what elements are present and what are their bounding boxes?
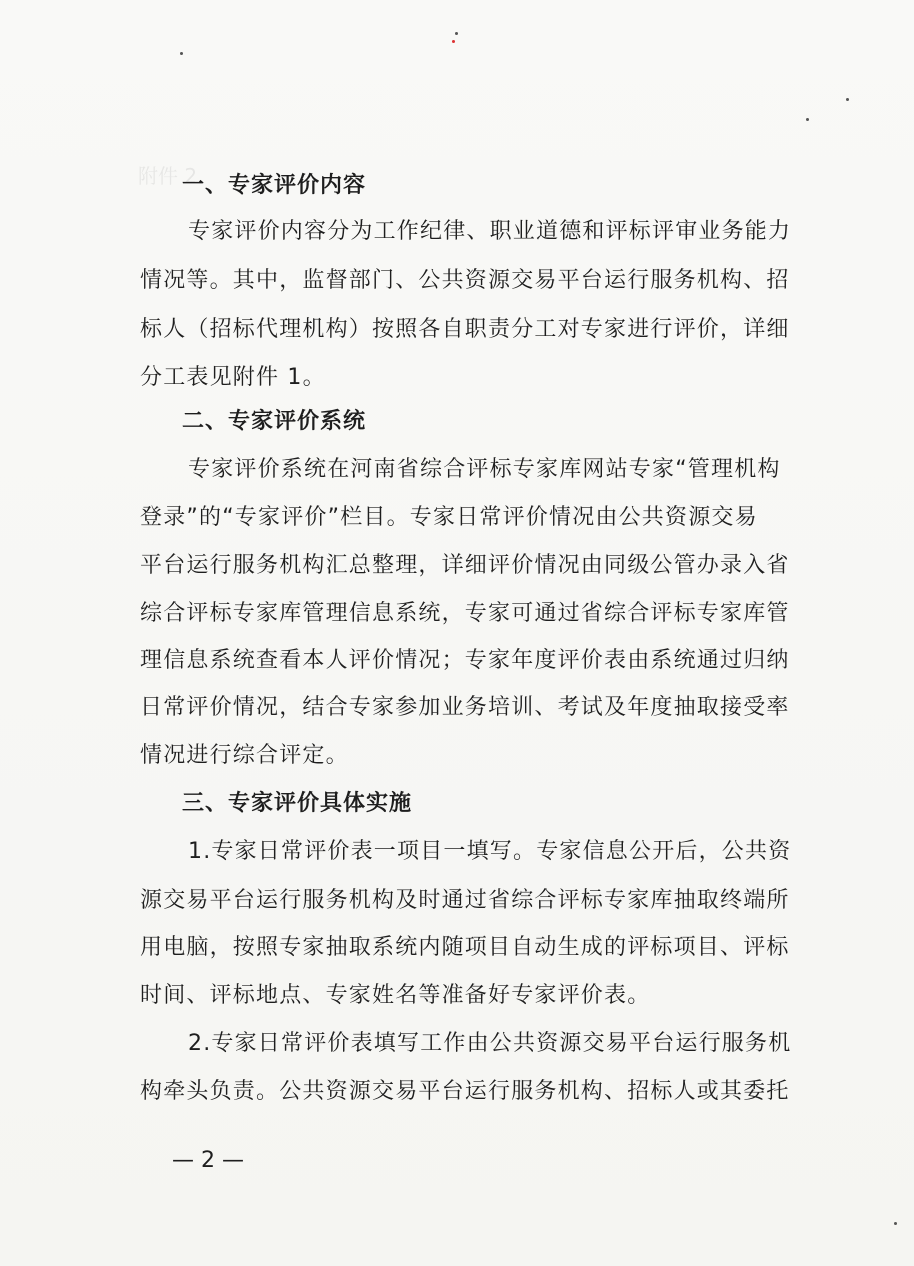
paragraph-line: 时间、评标地点、专家姓名等准备好专家评价表。 xyxy=(140,983,651,1008)
paragraph-line: 1.专家日常评价表一项目一填写。专家信息公开后，公共资 xyxy=(188,839,792,864)
section-heading-1: 一、专家评价内容 xyxy=(182,173,367,198)
paragraph-line: 情况等。其中，监督部门、公共资源交易平台运行服务机构、招 xyxy=(140,268,790,293)
paragraph-line: 综合评标专家库管理信息系统，专家可通过省综合评标专家库管 xyxy=(140,601,790,626)
paragraph-line: 2.专家日常评价表填写工作由公共资源交易平台运行服务机 xyxy=(188,1031,792,1056)
bleed-through-text: 附件 2 xyxy=(138,164,198,188)
scan-speck xyxy=(180,52,183,55)
scan-speck xyxy=(452,40,455,43)
scan-speck xyxy=(846,98,849,101)
paragraph-line: 情况进行综合评定。 xyxy=(140,743,349,768)
paragraph-line: 构牵头负责。公共资源交易平台运行服务机构、招标人或其委托 xyxy=(140,1079,790,1104)
section-heading-2: 二、专家评价系统 xyxy=(182,409,367,434)
section-heading-3: 三、专家评价具体实施 xyxy=(182,791,413,816)
paragraph-line: 登录”的“专家评价”栏目。专家日常评价情况由公共资源交易 xyxy=(140,505,758,530)
page-number: — 2 — xyxy=(172,1148,244,1173)
paragraph-line: 专家评价系统在河南省综合评标专家库网站专家“管理机构 xyxy=(188,457,781,482)
scan-speck xyxy=(894,1222,897,1225)
paragraph-line: 源交易平台运行服务机构及时通过省综合评标专家库抽取终端所 xyxy=(140,888,790,913)
paragraph-line: 分工表见附件 1。 xyxy=(140,365,326,390)
paragraph-line: 日常评价情况，结合专家参加业务培训、考试及年度抽取接受率 xyxy=(140,695,790,720)
paragraph-line: 理信息系统查看本人评价情况；专家年度评价表由系统通过归纳 xyxy=(140,648,790,673)
scan-speck xyxy=(806,118,809,121)
scan-speck xyxy=(455,32,458,35)
paragraph-line: 用电脑，按照专家抽取系统内随项目自动生成的评标项目、评标 xyxy=(140,935,790,960)
paragraph-line: 标人（招标代理机构）按照各自职责分工对专家进行评价，详细 xyxy=(140,317,790,342)
paragraph-line: 专家评价内容分为工作纪律、职业道德和评标评审业务能力 xyxy=(188,219,792,244)
paragraph-line: 平台运行服务机构汇总整理，详细评价情况由同级公管办录入省 xyxy=(140,553,790,578)
